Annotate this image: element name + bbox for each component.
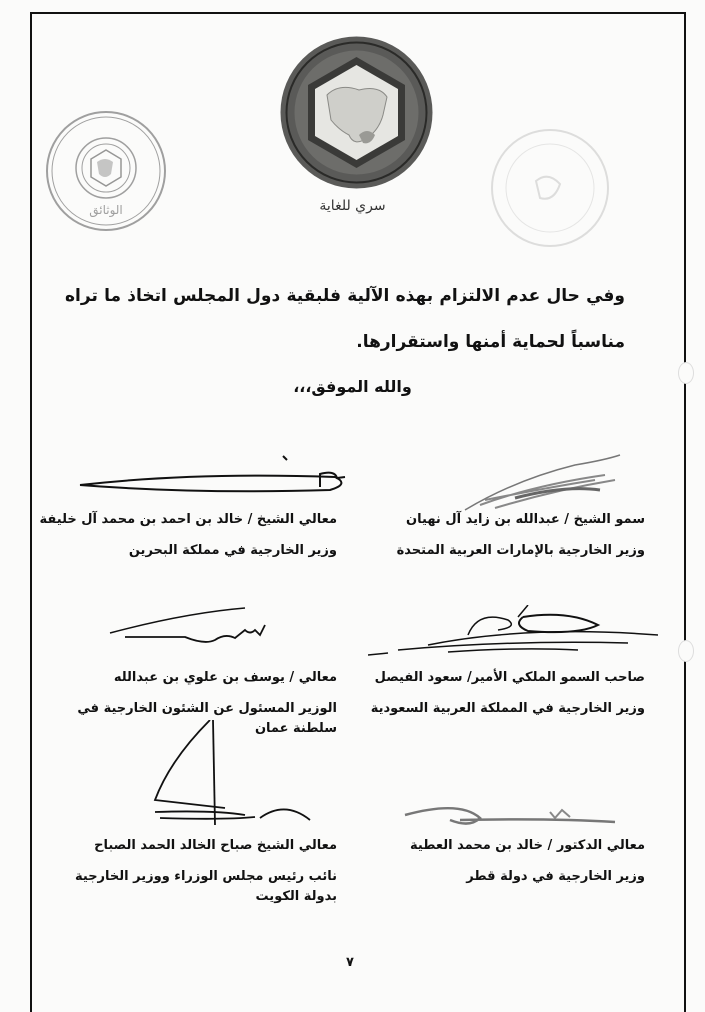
gcc-emblem-seal xyxy=(279,35,434,190)
body-paragraph-line-2: مناسباً لحماية أمنها واستقرارها. xyxy=(356,332,625,352)
signatory-title: وزير الخارجية في المملكة العربية السعودية xyxy=(370,701,645,716)
classification-label: سري للغاية xyxy=(319,198,386,214)
signatory-uae xyxy=(375,512,645,561)
signatory-name: معالي الدكتور / خالد بن محمد العطية xyxy=(410,838,645,853)
closing-phrase: والله الموفق،،، xyxy=(293,377,412,396)
signatory-name: سمو الشيخ / عبدالله بن زايد آل نهيان xyxy=(406,512,645,527)
signatory-saudi xyxy=(370,670,645,719)
signatory-title: الوزير المسئول عن الشئون الخارجية في xyxy=(77,701,337,716)
page-number: ٧ xyxy=(346,955,354,970)
signatory-title: سلطنة عمان xyxy=(254,721,337,736)
signature-bahrain xyxy=(75,452,355,502)
signatory-title: وزير الخارجية بالإمارات العربية المتحدة xyxy=(396,543,645,558)
signatory-name: معالي / يوسف بن علوي بن عبدالله xyxy=(113,670,337,685)
signatory-title: وزير الخارجية في دولة قطر xyxy=(466,869,645,884)
stamp-text: الوثائق xyxy=(89,203,123,217)
signatory-title: وزير الخارجية في مملكة البحرين xyxy=(128,543,337,558)
signatory-name: معالي الشيخ / خالد بن احمد بن محمد آل خليفة xyxy=(39,512,337,527)
signatory-title: بدولة الكويت xyxy=(255,889,337,904)
body-paragraph-line-1: وفي حال عدم الالتزام بهذه الآلية فلبقية دول المجلس اتخاذ ما تراه xyxy=(65,286,625,306)
signatory-name: صاحب السمو الملكي الأمير/ سعود الفيصل xyxy=(374,670,645,685)
signatory-name: معالي الشيخ صباح الخالد الحمد الصباح xyxy=(94,838,337,853)
signature-oman xyxy=(105,605,275,650)
signatory-oman xyxy=(67,670,337,739)
signature-uae xyxy=(455,450,635,515)
punch-hole xyxy=(678,640,694,662)
signatory-bahrain xyxy=(39,512,337,561)
signatory-title: نائب رئيس مجلس الوزراء ووزير الخارجية xyxy=(75,869,337,884)
signature-saudi xyxy=(368,605,658,660)
faded-stamp xyxy=(488,126,613,251)
signatory-qatar xyxy=(375,838,645,887)
signature-qatar xyxy=(400,800,620,840)
signatory-kuwait xyxy=(67,838,337,907)
